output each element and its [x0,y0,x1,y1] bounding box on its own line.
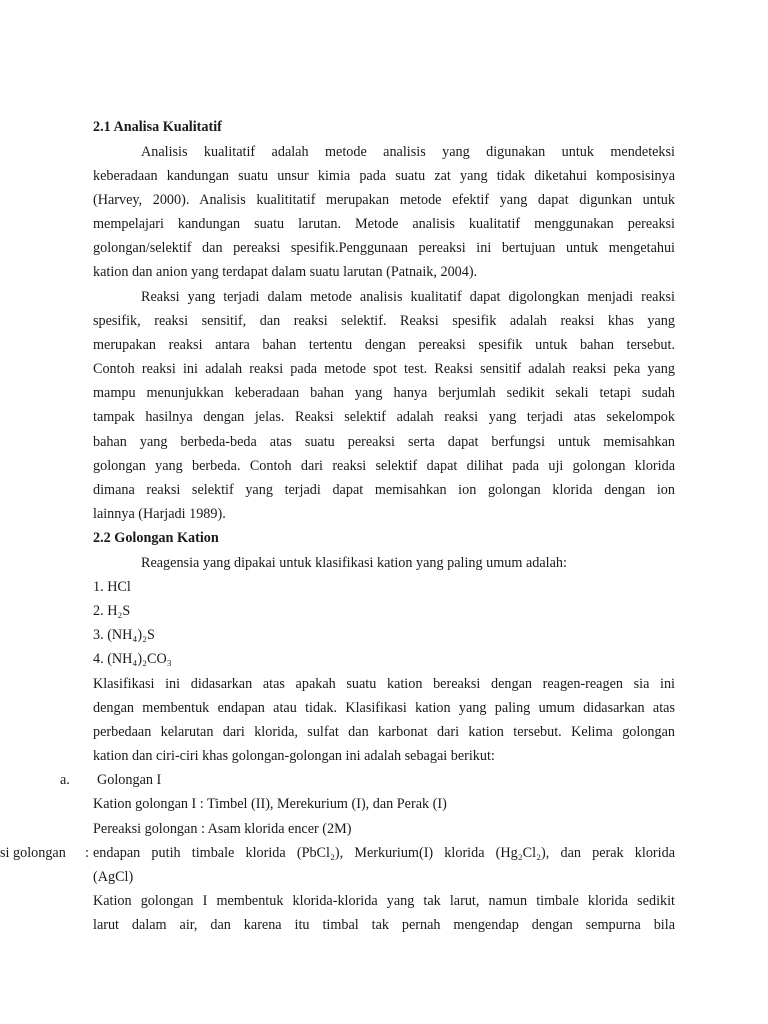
paragraph-line: mampu menunjukkan keberadaan bahan yang hanya berjumlah sedikit sekali tetapi sudah [93,385,675,401]
paragraph-line: kation dan ciri-ciri khas golongan-golongan ini adalah sebagai berikut: [93,748,495,764]
paragraph-line: keberadaan kandungan suatu unsur kimia pada suatu zat yang tidak diketahui komposisinya [93,168,675,184]
paragraph-line: spesifik, reaksi sensitif, dan reaksi selektif. Reaksi spesifik adalah reaksi khas yang [93,313,675,329]
paragraph-line: mempelajari kandungan suatu larutan. Metode analisis kualitatif menggunakan pereaksi [93,216,675,232]
group-title: Golongan I [97,772,162,788]
reagent-list-item: 4. (NH₄)₂CO₃ [93,651,172,667]
side-colon: : [85,845,89,861]
group-reagent: Pereaksi golongan : Asam klorida encer (2M) [93,821,352,837]
paragraph-line: Reaksi yang terjadi dalam metode analisis kualitatif dapat digolongkan menjadi reaksi [141,289,675,305]
paragraph-line: merupakan reaksi antara bahan tertentu dengan pereaksi spesifik untuk bahan tersebut. [93,337,675,353]
group-description-line: larut dalam air, dan karena itu timbal tak pernah mengendap dengan sempurna bila [93,917,675,933]
reagent-list-item: 1. HCl [93,579,131,595]
paragraph-line: kation dan anion yang terdapat dalam suatu larutan (Patnaik, 2004). [93,264,478,280]
reagent-list-item: 3. (NH₄)₂S [93,627,155,643]
side-label: si golongan [0,845,66,861]
paragraph-line: dengan membentuk endapan atau tidak. Klasifikasi kation yang paling umum didasarkan atas [93,700,675,716]
paragraph-line: (Harvey, 2000). Analisis kualititatif merupakan metode efektif yang dapat digunkan untuk [93,192,675,208]
paragraph-line: lainnya (Harjadi 1989). [93,506,226,522]
paragraph-line: Contoh reaksi ini adalah reaksi pada metode spot test. Reaksi sensitif adalah reaksi peka yang [93,361,675,377]
paragraph-line: Analisis kualitatif adalah metode analisis yang digunakan untuk mendeteksi [141,144,675,160]
group-cations: Kation golongan I : Timbel (II), Merekurium (I), dan Perak (I) [93,796,447,812]
paragraph-line: tampak hasilnya dengan jelas. Reaksi selektif adalah reaksi yang terjadi atas sekelompok [93,409,675,425]
reagent-intro: Reagensia yang dipakai untuk klasifikasi kation yang paling umum adalah: [141,555,567,571]
section-heading-golongan-kation: 2.2 Golongan Kation [93,530,219,546]
reagent-list-item: 2. H₂S [93,603,131,619]
group-reaction-line: endapan putih timbale klorida (PbCl₂), Merkurium(I) klorida (Hg₂Cl₂), dan perak klorida [93,845,675,861]
group-reaction-line: (AgCl) [93,869,134,885]
group-description-line: Kation golongan I membentuk klorida-klorida yang tak larut, namun timbale klorida sedikit [93,893,675,909]
list-marker: a. [60,772,70,788]
paragraph-line: golongan yang berbeda. Contoh dari reaksi selektif dapat dilihat pada uji golongan klorida [93,458,675,474]
section-heading-analisa-kualitatif: 2.1 Analisa Kualitatif [93,119,222,135]
paragraph-line: bahan yang berbeda-beda atas suatu pereaksi serta dapat berfungsi untuk memisahkan [93,434,675,450]
paragraph-line: golongan/selektif dan pereaksi spesifik.Penggunaan pereaksi ini bertujuan untuk mengetahui [93,240,675,256]
paragraph-line: dimana reaksi selektif yang terjadi dapat memisahkan ion golongan klorida dengan ion [93,482,675,498]
paragraph-line: perbedaan kelarutan dari klorida, sulfat dan karbonat dari kation tersebut. Kelima golongan [93,724,675,740]
paragraph-line: Klasifikasi ini didasarkan atas apakah suatu kation bereaksi dengan reagen-reagen sia ini [93,676,675,692]
